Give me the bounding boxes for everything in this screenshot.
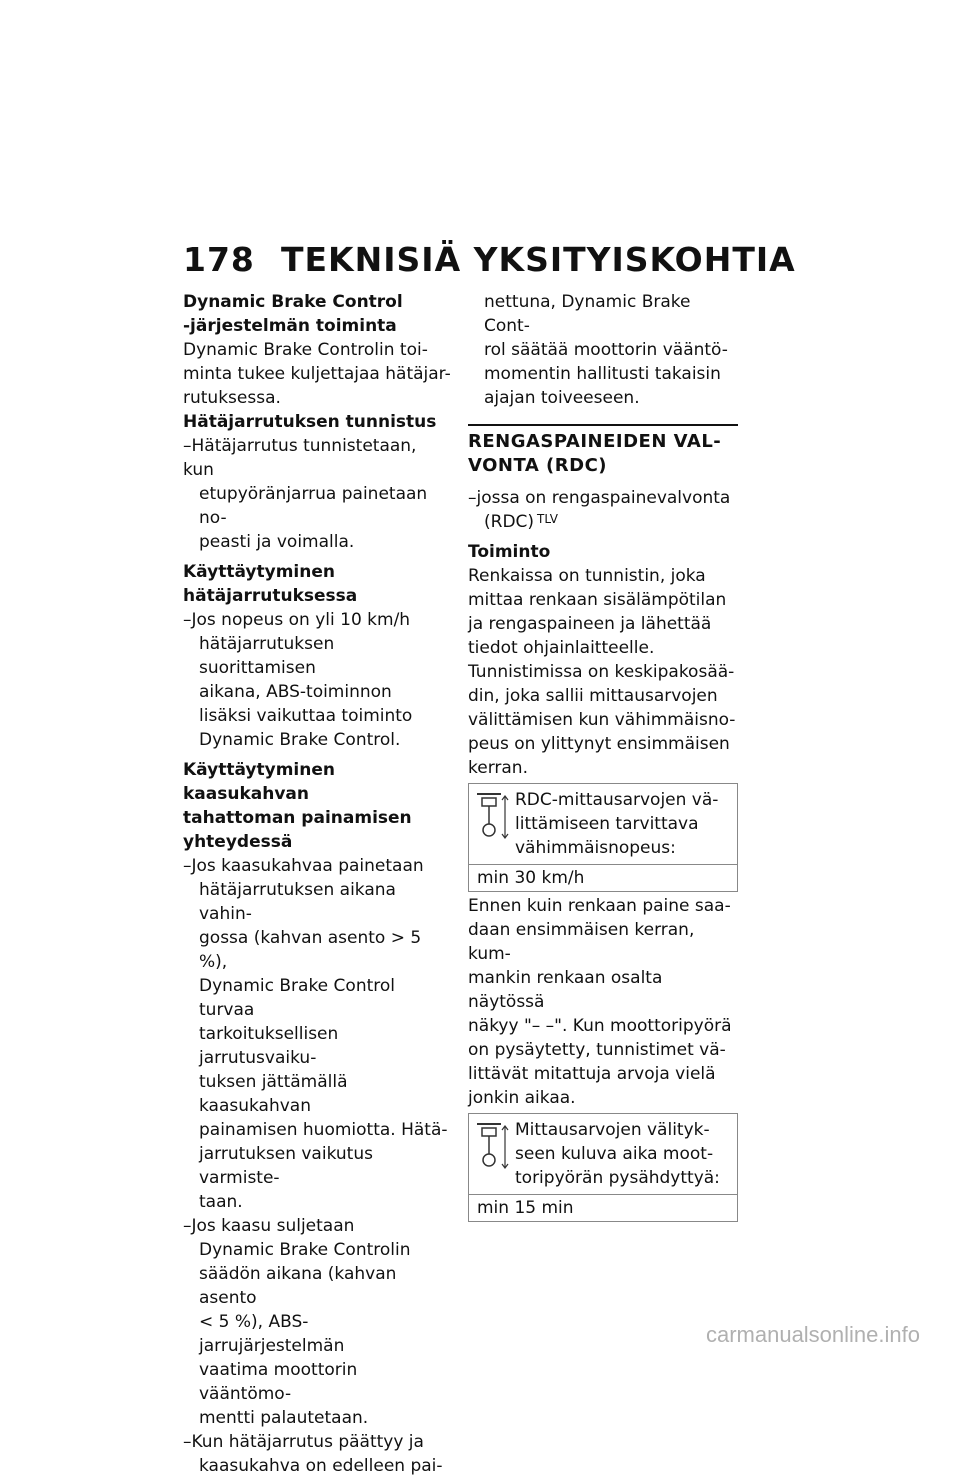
gauge-spec-icon — [475, 792, 509, 842]
tlv-superscript: TLV — [537, 512, 558, 526]
list-item: –jossa on rengaspainevalvonta (RDC) $^{TLV}$ — [468, 488, 731, 532]
heading-behaviour-braking: Käyttäytyminen hätäjarrutuksessa — [183, 562, 358, 606]
list-item-continued: nettuna, Dynamic Brake Cont- rol säätää moottorin vääntö- momentin hallitusti takaisin ajajan toiveeseen. — [484, 292, 728, 408]
watermark: carmanualsonline.info — [705, 1322, 920, 1347]
page-number: 178 — [183, 240, 255, 279]
spec-value: min 15 min — [469, 1194, 737, 1221]
left-column — [183, 290, 451, 1478]
heading-behaviour-throttle: Käyttäytyminen kaasukahvan tahattoman painamisen yhteydessä — [183, 760, 412, 852]
heading-function: Toiminto — [468, 542, 551, 562]
spec-box-min-speed: RDC-mittausarvojen vä- littämiseen tarvittava vähimmäisnopeus: min 30 km/h — [468, 783, 738, 892]
spec-box-transmit-time: Mittausarvojen välityk- seen kuluva aika moot- toripyörän pysähdyttyä: min 15 min — [468, 1113, 738, 1222]
list-item: –Jos kaasukahvaa painetaan hätäjarrutuksen aikana vahin- gossa (kahvan asento > 5 %), Dynamic Brake Control turvaa tarkoituksellisen jarrutusvaiku- tuksen jättämällä kaasukahvan painamisen huomiotta. Hätä- jarrutuksen vaikutus varmiste- taan. — [183, 856, 448, 1212]
section-divider — [468, 424, 738, 426]
paragraph-function: Renkaissa on tunnistin, joka mittaa renkaan sisälämpötilan ja rengaspaineen ja lähettää tiedot ohjainlaitteelle. Tunnistimissa on keskipakosää- din, joka sallii mittausarvojen välittämisen kun vähimmäisno- peus on ylittynyt ensimmäisen kerran. — [468, 566, 736, 778]
page-title: TEKNISIÄ YKSITYISKOHTIA — [281, 240, 796, 279]
heading-dbc: Dynamic Brake Control -järjestelmän toiminta — [183, 292, 403, 336]
list-item: –Jos kaasu suljetaan Dynamic Brake Controlin säädön aikana (kahvan asento < 5 %), ABS-jarrujärjestelmän vaatima moottorin vääntömo- mentti palautetaan. — [183, 1216, 411, 1428]
list-item: –Hätäjarrutus tunnistetaan, kun etupyöränjarrua painetaan no- peasti ja voimalla. — [183, 436, 428, 552]
spec-value: min 30 km/h — [469, 864, 737, 891]
section-title-rdc: RENGASPAINEIDEN VAL- VONTA (RDC) — [468, 431, 722, 476]
paragraph-initial: Ennen kuin renkaan paine saa- daan ensimmäisen kerran, kum- mankin renkaan osalta näytössä näkyy "– –". Kun moottoripyörä on pysäytetty, tunnistimet vä- littävät mitattuja arvoja vielä jonkin aikaa. — [468, 896, 732, 1108]
list-item: –Kun hätäjarrutus päättyy ja kaasukahva on edelleen pai- — [183, 1432, 443, 1476]
paragraph-dbc: Dynamic Brake Controlin toi- minta tukee kuljettajaa hätäjar- rutuksessa. — [183, 340, 451, 408]
right-column — [468, 290, 738, 1224]
heading-detection: Hätäjarrutuksen tunnistus — [183, 412, 437, 432]
gauge-spec-icon — [475, 1122, 509, 1172]
list-item: –Jos nopeus on yli 10 km/h hätäjarrutuksen suorittamisen aikana, ABS-toiminnon lisäksi vaikuttaa toiminto Dynamic Brake Control. — [183, 610, 413, 750]
page-header — [183, 240, 796, 279]
